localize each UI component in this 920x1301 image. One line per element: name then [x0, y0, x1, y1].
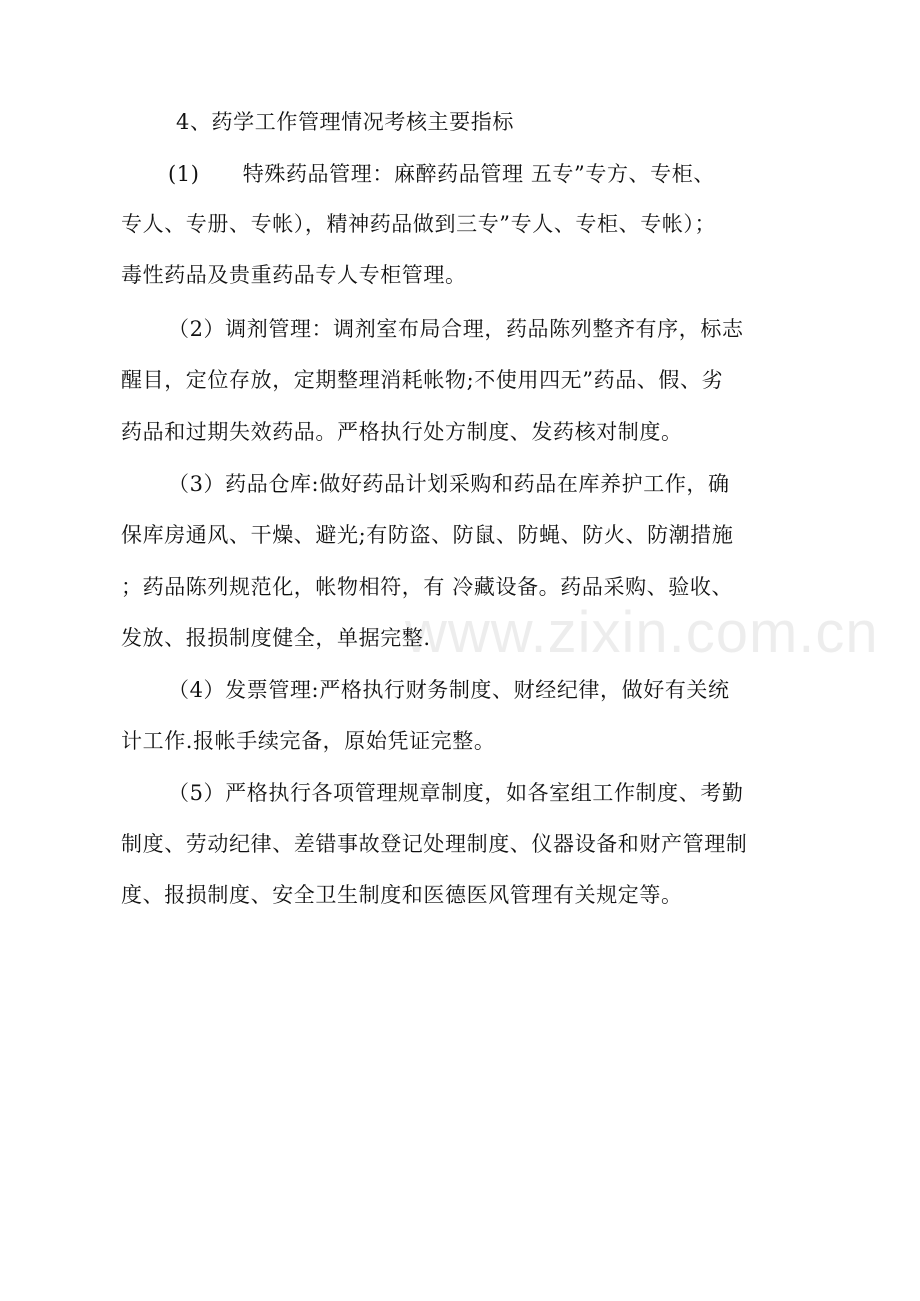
paragraph-5-line-1: （5）严格执行各项管理规章制度，如各室组工作制度、考勤 [168, 781, 744, 805]
paragraph-3-line-4: 发放、报损制度健全，单据完整. [121, 626, 431, 650]
paragraph-4-line-2: 计工作.报帐手续完备，原始凭证完整。 [121, 729, 496, 753]
paragraph-2-line-3: 药品和过期失效药品。严格执行处方制度、发药核对制度。 [121, 420, 683, 444]
paragraph-1-line-2: 专人、专册、专帐），精神药品做到三专”专人、专柜、专帐）； [121, 212, 717, 236]
paragraph-2-line-1: （2）调剂管理：调剂室布局合理，药品陈列整齐有序，标志 [168, 317, 744, 341]
paragraph-3-line-3: ；药品陈列规范化，帐物相符，有 冷藏设备。药品采购、验收、 [121, 575, 734, 599]
watermark: www.zixin.com.cn [405, 600, 879, 665]
paragraph-3-line-2: 保库房通风、干燥、避光;有防盗、防鼠、防蝇、防火、防潮措施 [121, 523, 734, 547]
paragraph-5-line-3: 度、报损制度、安全卫生制度和医德医风管理有关规定等。 [121, 883, 683, 907]
paragraph-4-line-1: （4）发票管理:严格执行财务制度、财经纪律，做好有关统 [168, 678, 730, 702]
section-heading: 4、药学工作管理情况考核主要指标 [176, 110, 514, 134]
paragraph-3-line-1: （3）药品仓库:做好药品计划采购和药品在库养护工作，确 [168, 472, 730, 496]
paragraph-2-line-2: 醒目，定位存放，定期整理消耗帐物;不使用四无”药品、假、劣 [121, 368, 724, 392]
paragraph-5-line-2: 制度、劳动纪律、差错事故登记处理制度、仪器设备和财产管理制 [121, 832, 748, 856]
paragraph-1-line-1: (1) 特殊药品管理：麻醉药品管理 五专”专方、专柜、 [168, 162, 715, 186]
paragraph-1-line-3: 毒性药品及贵重药品专人专柜管理。 [121, 263, 467, 287]
